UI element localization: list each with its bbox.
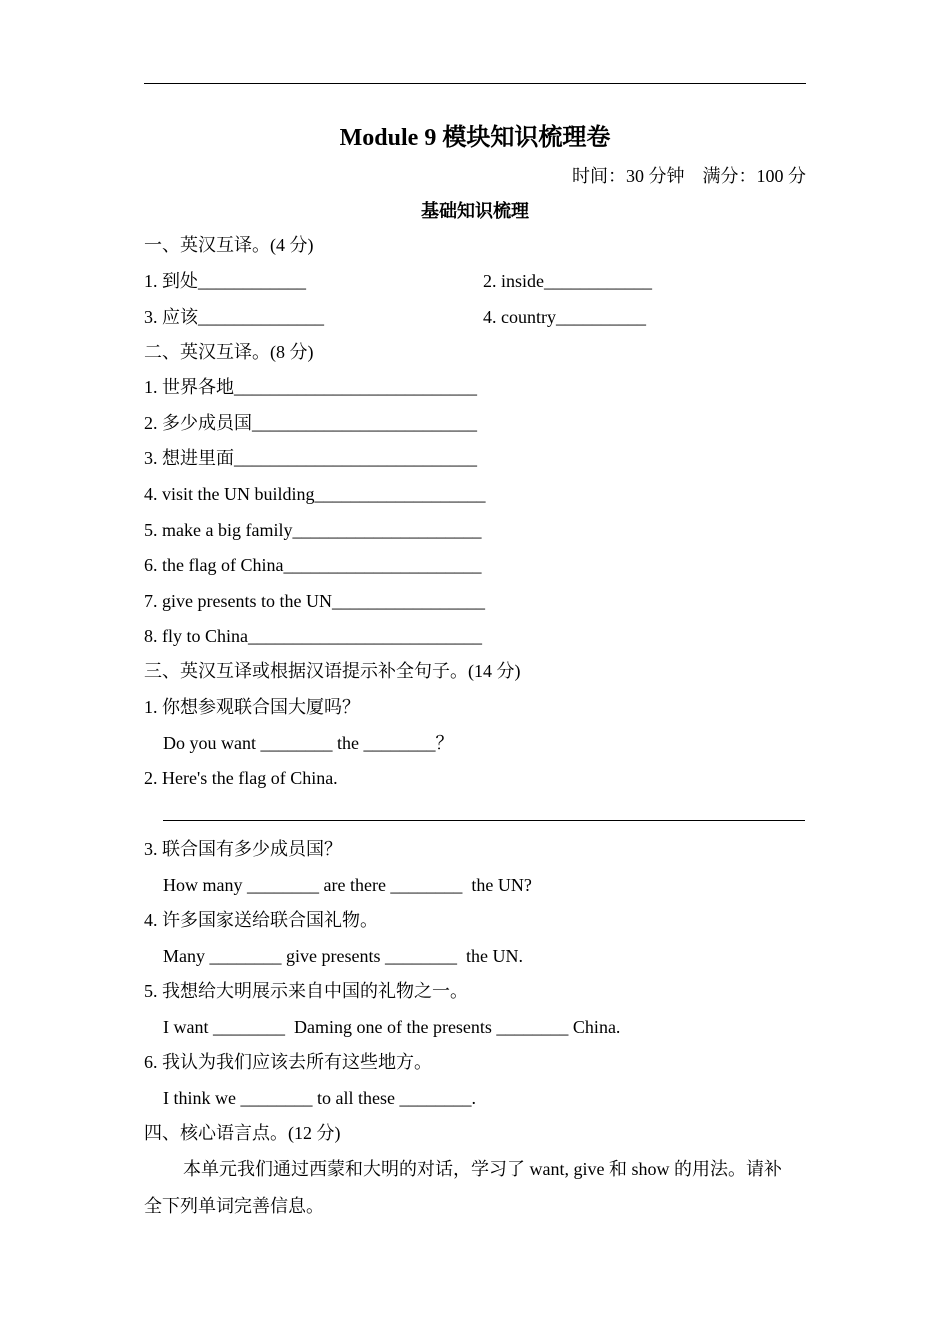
section3-answer-1: Do you want ________ the ________？ [163, 733, 454, 753]
section3-answer-5: I want ________ Daming one of the presents ________ China. [163, 1017, 621, 1037]
page-title: Module 9 模块知识梳理卷 [339, 125, 611, 151]
section1-item-4: 4. country__________ [483, 307, 646, 327]
section-subtitle: 基础知识梳理 [421, 201, 529, 221]
section1-item-3: 3. 应该______________ [144, 307, 324, 327]
section3-question-6: 6. 我认为我们应该去所有这些地方。 [144, 1052, 432, 1072]
section4-paragraph-line-1: 本单元我们通过西蒙和大明的对话，学习了 want, give 和 show 的用法。请补 [183, 1159, 782, 1179]
section2-item-6: 6. the flag of China______________________ [144, 555, 482, 575]
section3-heading: 三、英汉互译或根据汉语提示补全句子。(14 分) [144, 661, 521, 681]
section3-question-3: 3. 联合国有多少成员国？ [144, 839, 342, 859]
section3-question-5: 5. 我想给大明展示来自中国的礼物之一。 [144, 981, 468, 1001]
section1-heading: 一、英汉互译。(4 分) [144, 235, 314, 255]
section4-heading: 四、核心语言点。(12 分) [144, 1123, 341, 1143]
section2-item-1: 1. 世界各地___________________________ [144, 377, 477, 397]
section3-question-1: 1. 你想参观联合国大厦吗？ [144, 697, 360, 717]
section2-item-8: 8. fly to China__________________________ [144, 626, 482, 646]
time-score-info: 时间：30 分钟 满分：100 分 [572, 166, 806, 186]
section3-answer-4: Many ________ give presents ________ the UN. [163, 946, 523, 966]
section3-question-2: 2. Here's the flag of China. [144, 768, 338, 788]
section2-item-5: 5. make a big family_____________________ [144, 520, 482, 540]
answer-line [163, 820, 805, 821]
section2-item-3: 3. 想进里面___________________________ [144, 448, 477, 468]
section2-item-7: 7. give presents to the UN_________________ [144, 591, 485, 611]
section3-question-4: 4. 许多国家送给联合国礼物。 [144, 910, 378, 930]
section3-answer-3: How many ________ are there ________ the UN? [163, 875, 532, 895]
section4-paragraph-line-2: 全下列单词完善信息。 [144, 1196, 324, 1216]
section1-item-2: 2. inside____________ [483, 271, 652, 291]
section1-item-1: 1. 到处____________ [144, 271, 306, 291]
section2-heading: 二、英汉互译。(8 分) [144, 342, 314, 362]
section3-answer-6: I think we ________ to all these ________. [163, 1088, 476, 1108]
header-rule [144, 83, 806, 84]
section2-item-4: 4. visit the UN building___________________ [144, 484, 486, 504]
section2-item-2: 2. 多少成员国_________________________ [144, 413, 477, 433]
